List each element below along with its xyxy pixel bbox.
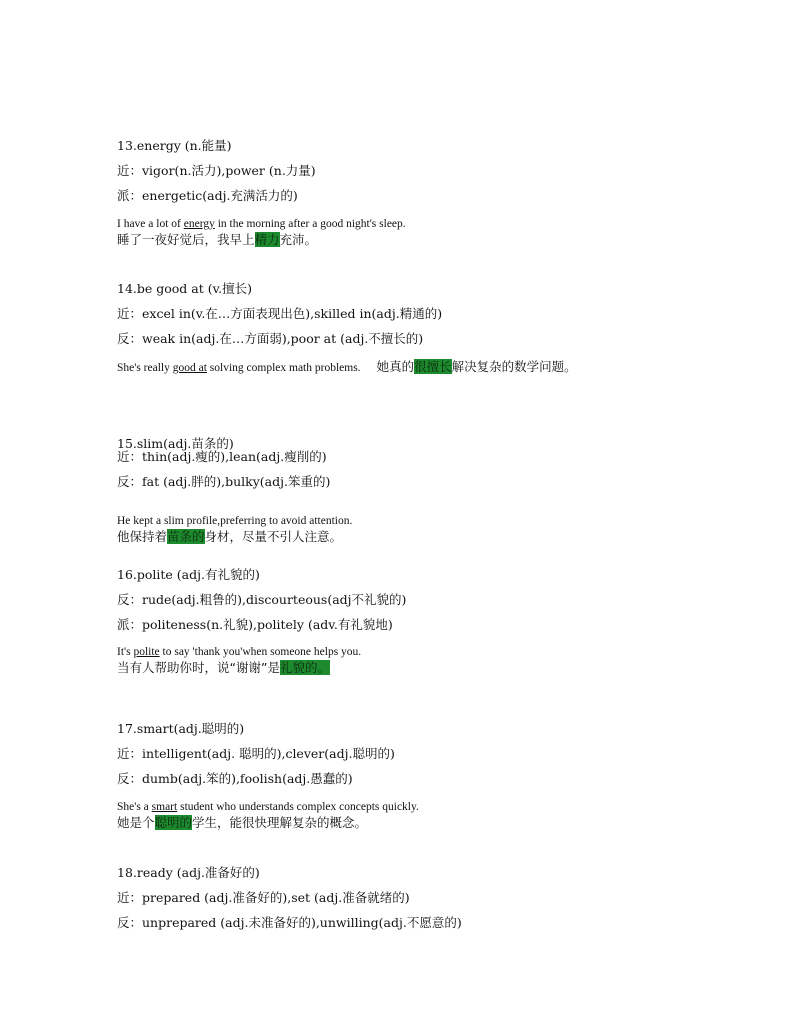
entry-14-heading: 14.be good at (v.擅长) (117, 281, 253, 296)
entry-15-synonyms: 近：thin(adj.瘦的),lean(adj.瘦削的) (117, 449, 327, 464)
highlight: 精力 (254, 232, 280, 247)
entry-15-example-en: He kept a slim profile,preferring to avoid attention. (117, 515, 353, 527)
entry-18-heading: 18.ready (adj.准备好的) (117, 865, 260, 880)
keyword: energy (183, 218, 215, 230)
entry-18-antonyms: 反：unprepared (adj.未准备好的),unwilling(adj.不愿意的) (117, 915, 462, 930)
entry-16-heading: 16.polite (adj.有礼貌的) (117, 567, 260, 582)
highlight: 礼貌的。 (279, 660, 330, 675)
highlight: 很擅长 (414, 359, 452, 374)
keyword: polite (133, 646, 160, 658)
entry-13-derivatives: 派：energetic(adj.充满活力的) (117, 188, 298, 203)
keyword: good at (172, 362, 207, 374)
entry-17-antonyms: 反：dumb(adj.笨的),foolish(adj.愚蠢的) (117, 771, 353, 786)
entry-13-synonyms: 近：vigor(n.活力),power (n.力量) (117, 163, 316, 178)
entry-14-antonyms: 反：weak in(adj.在…方面弱),poor at (adj.不擅长的) (117, 331, 424, 346)
entry-16-example-en: It's polite to say 'thank you'when someone helps you. (117, 646, 362, 658)
entry-17-example-en: She's a smart student who understands complex concepts quickly. (117, 801, 419, 813)
entry-16-example-zh: 当有人帮助你时，说“谢谢”是礼貌的。 (117, 660, 330, 675)
entry-13-heading: 13.energy (n.能量) (117, 138, 232, 153)
entry-17-heading: 17.smart(adj.聪明的) (117, 721, 245, 736)
keyword: smart (151, 801, 178, 813)
entry-16-derivatives: 派：politeness(n.礼貌),politely (adv.有礼貌地) (117, 617, 393, 632)
entry-18-synonyms: 近：prepared (adj.准备好的),set (adj.准备就绪的) (117, 890, 410, 905)
highlight: 聪明的 (154, 815, 193, 830)
entry-13-example-zh: 睡了一夜好觉后，我早上精力充沛。 (117, 232, 318, 247)
entry-15-example-zh: 他保持着苗条的身材，尽量不引人注意。 (117, 529, 343, 544)
entry-17-synonyms: 近：intelligent(adj. 聪明的),clever(adj.聪明的) (117, 746, 395, 761)
entry-13-example-en: I have a lot of energy in the morning after a good night's sleep. (117, 218, 406, 230)
entry-14-example: She's really good at solving complex math problems. 她真的很擅长解决复杂的数学问题。 (117, 359, 577, 374)
entry-14-synonyms: 近：excel in(v.在…方面表现出色),skilled in(adj.精通的) (117, 306, 443, 321)
entry-17-example-zh: 她是个聪明的学生，能很快理解复杂的概念。 (117, 815, 368, 830)
entry-16-antonyms: 反：rude(adj.粗鲁的),discourteous(adj不礼貌的) (117, 592, 407, 607)
highlight: 苗条的 (167, 529, 205, 544)
entry-15-heading: 15.slim(adj.苗条的) (117, 436, 234, 451)
entry-15-antonyms: 反：fat (adj.胖的),bulky(adj.笨重的) (117, 474, 331, 489)
